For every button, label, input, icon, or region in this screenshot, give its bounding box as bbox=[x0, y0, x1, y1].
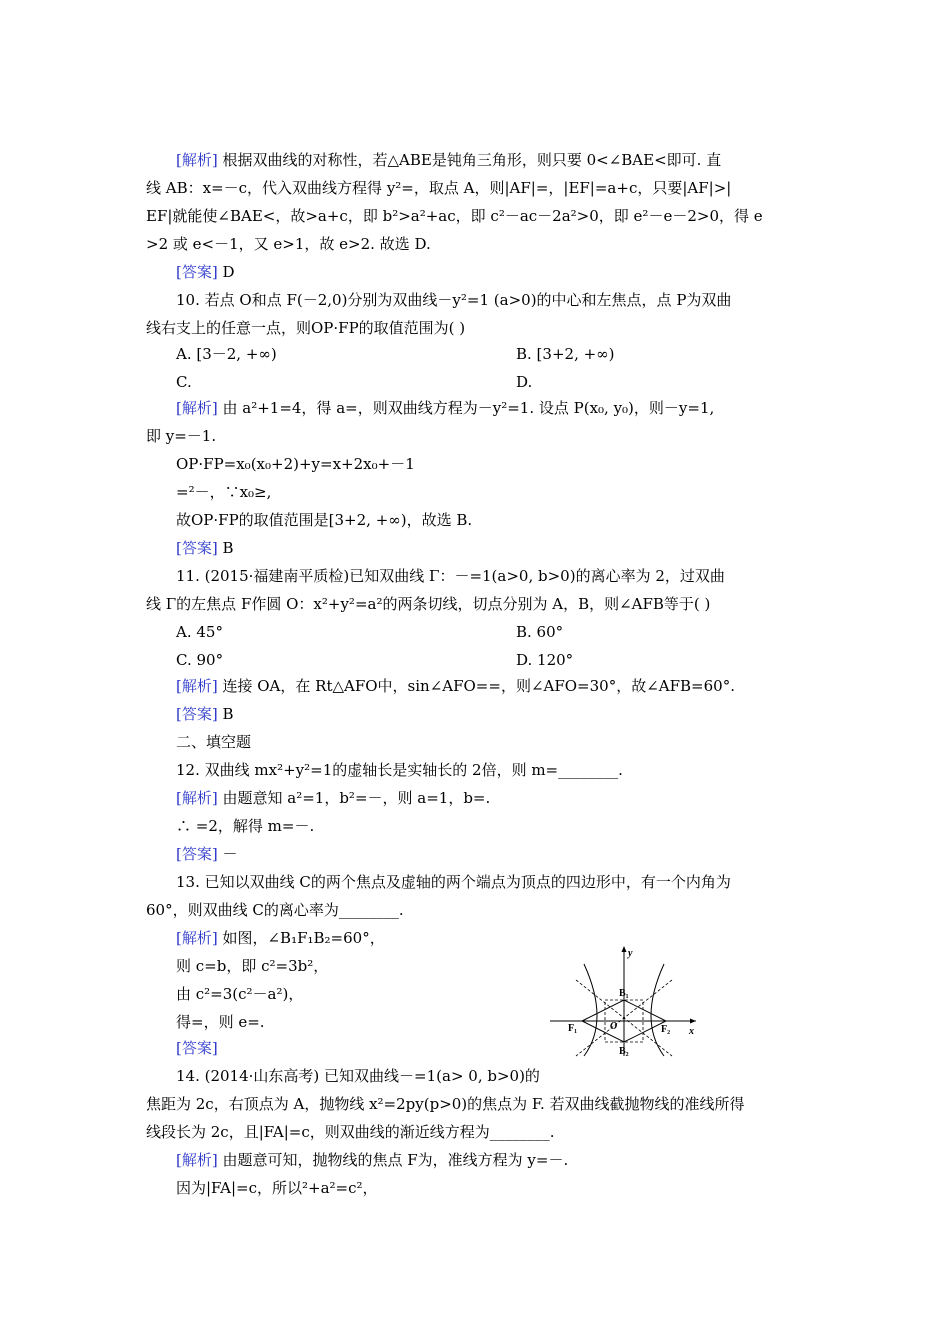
text-line bbox=[176, 150, 721, 170]
text-line bbox=[176, 788, 490, 808]
line-text: OP·FP=x₀(x₀+2)+y=x+2x₀+－1 bbox=[176, 455, 415, 473]
line-text: 故OP·FP的取值范围是[3+2, +∞)，故选 B. bbox=[176, 511, 473, 529]
hyperbola-left-branch bbox=[584, 964, 597, 1056]
section-tag: [解析] bbox=[176, 1151, 218, 1169]
text-line bbox=[146, 1094, 745, 1114]
line-text: 因为|FA|=c，所以²+a²=c²， bbox=[176, 1179, 378, 1197]
answer-option: A. 45° bbox=[176, 623, 223, 641]
text-line bbox=[176, 262, 235, 282]
answer-option: B. [3+2, +∞) bbox=[516, 345, 615, 363]
line-text: EF|就能使∠BAE<，故>a+c，即 b²>a²+ac，即 c²－ac－2a²>0，即 e²－e－2>0，得 e bbox=[146, 207, 763, 225]
hyperbola-figure bbox=[548, 944, 700, 1059]
section-tag: [解析] bbox=[176, 399, 218, 417]
y-axis-arrow bbox=[622, 946, 627, 952]
line-text: 由题意知 a²=1，b²=－，则 a=1，b=. bbox=[217, 789, 491, 807]
section-tag: [答案] bbox=[176, 705, 218, 723]
text-line bbox=[176, 984, 303, 1004]
text-line bbox=[176, 816, 314, 836]
text-line bbox=[176, 510, 472, 530]
line-text: 由 c²=3(c²－a²)， bbox=[176, 985, 304, 1003]
line-text: 12. 双曲线 mx²+y²=1的虚轴长是实轴长的 2倍，则 m=________. bbox=[176, 761, 623, 779]
text-line bbox=[176, 956, 328, 976]
section-tag: [答案] bbox=[176, 1039, 218, 1057]
line-text: D bbox=[217, 263, 235, 281]
line-text: 线 AB：x=－c，代入双曲线方程得 y²=，取点 A，则|AF|=，|EF|=a+c，只要|AF|>| bbox=[146, 179, 732, 197]
text-line bbox=[176, 676, 735, 696]
answer-option: B. 60° bbox=[516, 623, 564, 641]
section-tag: [答案] bbox=[176, 845, 218, 863]
line-text: 10. 若点 O和点 F(－2,0)分别为双曲线－y²=1 (a>0)的中心和左焦点，点 P为双曲 bbox=[176, 291, 732, 309]
text-line bbox=[176, 538, 234, 558]
figure-label-B2: B₂ bbox=[619, 1046, 629, 1057]
x-axis-arrow bbox=[690, 1019, 696, 1024]
text-line bbox=[146, 900, 404, 920]
text-line bbox=[176, 290, 731, 310]
line-text: 14. (2014·山东高考) 已知双曲线－=1(a> 0, b>0)的 bbox=[176, 1067, 540, 1085]
text-line bbox=[176, 1066, 540, 1086]
section-tag: [答案] bbox=[176, 539, 218, 557]
text-line bbox=[146, 594, 710, 614]
text-line bbox=[176, 760, 623, 780]
text-line bbox=[176, 844, 238, 864]
section-tag: [答案] bbox=[176, 263, 218, 281]
text-line bbox=[146, 234, 431, 254]
text-line bbox=[176, 928, 385, 948]
figure-label-y: y bbox=[628, 948, 633, 959]
section-tag: [解析] bbox=[176, 929, 218, 947]
line-text: － bbox=[217, 845, 238, 863]
figure-label-O: O bbox=[610, 1021, 618, 1032]
line-text: 即 y=－1. bbox=[146, 427, 217, 445]
line-text: 线段长为 2c，且|FA|=c，则双曲线的渐近线方程为________. bbox=[146, 1123, 555, 1141]
line-text: 由题意可知，抛物线的焦点 F为，准线方程为 y=－. bbox=[217, 1151, 569, 1169]
hyperbola-right-branch bbox=[651, 964, 664, 1056]
text-line bbox=[176, 1038, 218, 1058]
line-text: 线 Γ的左焦点 F作圆 O：x²+y²=a²的两条切线，切点分别为 A，B，则∠AFB等于( ) bbox=[146, 595, 711, 613]
text-line bbox=[176, 1150, 568, 1170]
line-text: 二、填空题 bbox=[176, 733, 252, 751]
answer-option: A. [3－2, +∞) bbox=[176, 345, 277, 363]
text-line bbox=[176, 704, 234, 724]
line-text: 得=，则 e=. bbox=[176, 1013, 265, 1031]
figure-label-F1: F₁ bbox=[568, 1023, 578, 1034]
line-text: 11. (2015·福建南平质检)已知双曲线 Γ：－=1(a>0, b>0)的离心率为 2，过双曲 bbox=[176, 567, 725, 585]
line-text: 根据双曲线的对称性，若△ABE是钝角三角形，则只要 0<∠BAE<即可. 直 bbox=[217, 151, 722, 169]
figure-label-F2: F₂ bbox=[661, 1024, 671, 1035]
line-text: =²－，∵x₀≥, bbox=[176, 483, 272, 501]
line-text: 60°，则双曲线 C的离心率为________. bbox=[146, 901, 404, 919]
line-text: B bbox=[217, 705, 234, 723]
line-text: >2 或 e<－1，又 e>1，故 e>2. 故选 D. bbox=[146, 235, 431, 253]
text-line bbox=[146, 318, 465, 338]
answer-option: D. 120° bbox=[516, 651, 574, 669]
line-text: 线右支上的任意一点，则OP·FP的取值范围为( ) bbox=[146, 319, 466, 337]
text-line bbox=[176, 1178, 378, 1198]
figure-label-x: x bbox=[689, 1026, 694, 1037]
text-line bbox=[176, 732, 251, 752]
text-line bbox=[176, 566, 725, 586]
answer-option: D. bbox=[516, 373, 533, 391]
text-line bbox=[146, 426, 216, 446]
section-tag: [解析] bbox=[176, 789, 218, 807]
answer-option: C. 90° bbox=[176, 651, 224, 669]
section-tag: [解析] bbox=[176, 677, 218, 695]
figure-label-B1: B₁ bbox=[619, 988, 629, 999]
answer-option: C. bbox=[176, 373, 192, 391]
text-line bbox=[176, 482, 271, 502]
line-text: 焦距为 2c，右顶点为 A，抛物线 x²=2py(p>0)的焦点为 F. 若双曲线截抛物线的准线所得 bbox=[146, 1095, 745, 1113]
text-line bbox=[146, 206, 763, 226]
text-line bbox=[176, 872, 731, 892]
text-line bbox=[176, 454, 415, 474]
line-text: B bbox=[217, 539, 234, 557]
line-text: 则 c=b，即 c²=3b²， bbox=[176, 957, 329, 975]
text-line bbox=[146, 178, 731, 198]
line-text: 13. 已知以双曲线 C的两个焦点及虚轴的两个端点为顶点的四边形中，有一个内角为 bbox=[176, 873, 731, 891]
section-tag: [解析] bbox=[176, 151, 218, 169]
text-line bbox=[176, 398, 714, 418]
line-text: ∴ =2，解得 m=－. bbox=[176, 817, 315, 835]
text-line bbox=[176, 1012, 265, 1032]
line-text: 如图，∠B₁F₁B₂=60°， bbox=[217, 929, 385, 947]
text-line bbox=[146, 1122, 555, 1142]
line-text: 由 a²+1=4，得 a=，则双曲线方程为－y²=1. 设点 P(x₀, y₀)，则－y=1, bbox=[217, 399, 715, 417]
line-text: 连接 OA，在 Rt△AFO中，sin∠AFO==，则∠AFO=30°，故∠AFB=60°. bbox=[217, 677, 735, 695]
